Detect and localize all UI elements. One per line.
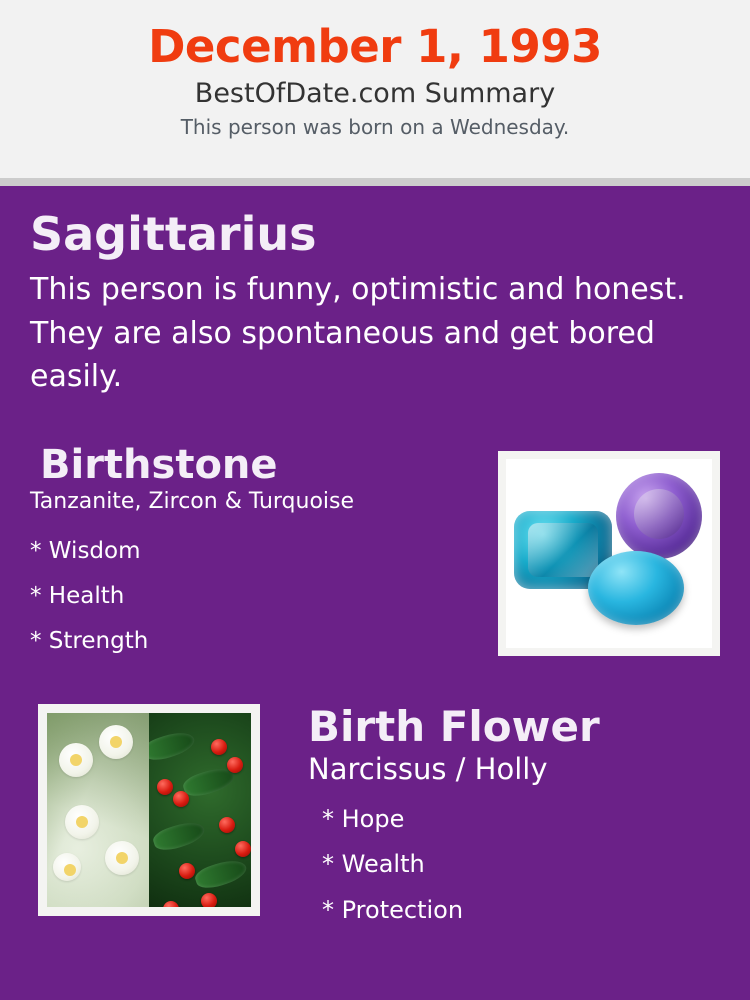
holly-berry — [211, 739, 227, 755]
birthstone-photo — [498, 451, 720, 656]
holly-berry — [227, 757, 243, 773]
birth-flower-photo-inner — [47, 713, 251, 907]
birth-flower-section — [30, 701, 720, 954]
holly-berry — [163, 901, 179, 907]
narcissus-bloom — [65, 805, 99, 839]
birth-flower-title: Birth Flower — [308, 701, 600, 751]
birth-flower-text — [280, 701, 720, 934]
holly-berry — [173, 791, 189, 807]
birth-flower-photo — [38, 704, 260, 916]
list-item: * Strength — [30, 627, 149, 654]
birthstone-text — [30, 443, 470, 664]
holly-plant-icon — [149, 713, 251, 907]
summary-body — [0, 186, 750, 1000]
list-item: * Wisdom — [30, 538, 141, 565]
zodiac-section — [30, 207, 720, 399]
holly-berry — [157, 779, 173, 795]
birthstone-section — [30, 443, 720, 664]
narcissus-bloom — [53, 853, 81, 881]
birthstone-title: Birthstone — [40, 441, 278, 488]
birthstone-photo-inner — [506, 459, 712, 648]
list-item: * Health — [30, 583, 125, 610]
birthstone-names: Tanzanite, Zircon & Turquoise — [30, 488, 355, 514]
header-divider — [0, 178, 750, 186]
zodiac-description: This person is funny, optimistic and honest. They are also spontaneous and get bored easily. — [30, 272, 686, 395]
holly-leaf — [149, 727, 197, 764]
zodiac-sign-name: Sagittarius — [30, 207, 317, 261]
list-item: * Hope — [322, 804, 405, 833]
holly-berry — [201, 893, 217, 907]
holly-leaf — [151, 817, 207, 854]
narcissus-bloom — [99, 725, 133, 759]
birthstone-traits-list — [30, 529, 470, 664]
narcissus-flower-icon — [47, 713, 149, 907]
page-title: December 1, 1993 — [148, 20, 602, 73]
birth-flower-names: Narcissus / Holly — [308, 751, 548, 786]
list-item: * Protection — [322, 895, 464, 924]
holly-berry — [219, 817, 235, 833]
site-summary-label: BestOfDate.com Summary — [194, 77, 556, 109]
birth-day-note: This person was born on a Wednesday. — [180, 114, 570, 139]
narcissus-bloom — [105, 841, 139, 875]
tanzanite-gem-icon — [616, 473, 702, 559]
turquoise-gem-icon — [588, 551, 684, 625]
holly-leaf — [193, 855, 249, 892]
birth-flower-traits-list — [280, 797, 720, 934]
page-header — [0, 0, 750, 178]
narcissus-bloom — [59, 743, 93, 777]
list-item: * Wealth — [322, 850, 425, 879]
holly-berry — [179, 863, 195, 879]
holly-berry — [235, 841, 251, 857]
